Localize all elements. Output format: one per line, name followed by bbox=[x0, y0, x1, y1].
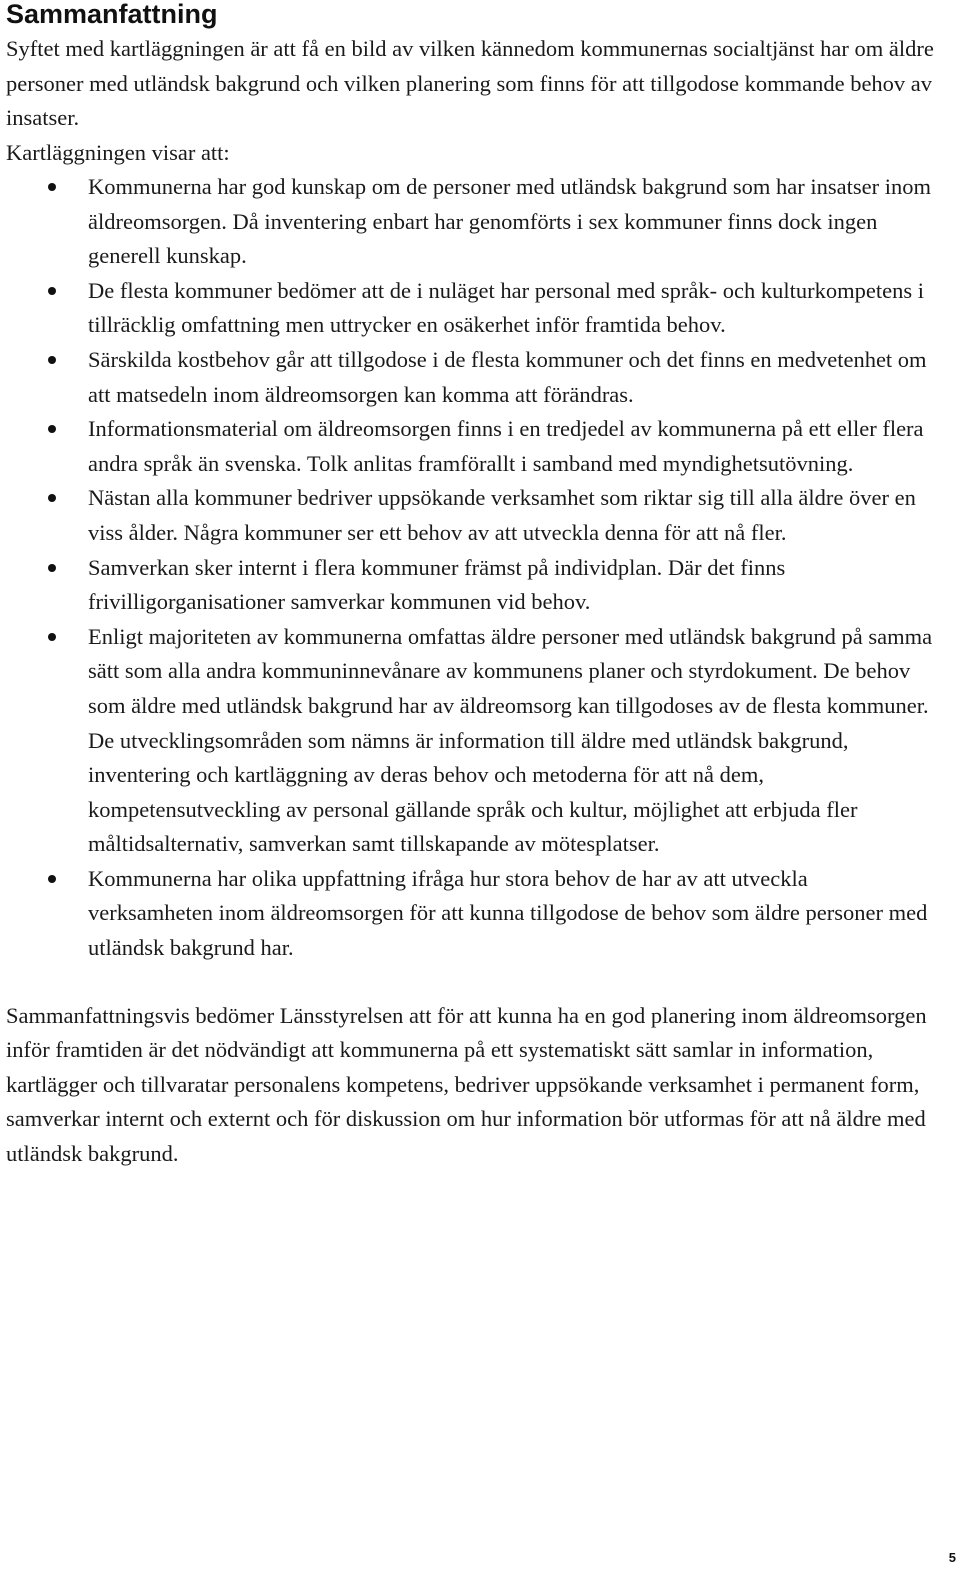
findings-list bbox=[6, 170, 936, 966]
list-item bbox=[6, 481, 936, 550]
list-item bbox=[6, 620, 936, 862]
list-item-text: Nästan alla kommuner bedriver uppsökande verksamhet som riktar sig till alla äldre över en viss ålder. Några kommuner ser ett behov av att utveckla denna för att nå fler. bbox=[88, 485, 916, 545]
bullet-icon bbox=[48, 494, 56, 502]
bullet-icon bbox=[48, 356, 56, 364]
list-item-text: Särskilda kostbehov går att tillgodose i de flesta kommuner och det finns en medvetenhet om att matsedeln inom äldreomsorgen kan komma att förändras. bbox=[88, 346, 927, 407]
intro-paragraph: Syftet med kartläggningen är att få en bild av vilken kännedom kommunernas socialtjänst har om äldre personer med utländsk bakgrund och vilken planering som finns för att tillgodose kommande behov av insatser. bbox=[6, 36, 934, 130]
list-item-text: Kommunerna har olika uppfattning ifråga hur stora behov de har av att utveckla verksamheten inom äldreomsorgen för att kunna tillgodose de behov som äldre personer med utländsk bakgrund har. bbox=[88, 865, 928, 961]
list-item bbox=[6, 274, 936, 343]
list-item-text: Informationsmaterial om äldreomsorgen finns i en tredjedel av kommunerna på ett eller flera andra språk än svenska. Tolk anlitas framförallt i samband med myndighetsutövning. bbox=[88, 416, 924, 476]
bullet-icon bbox=[48, 425, 56, 433]
bullet-icon bbox=[48, 875, 56, 883]
bullet-icon bbox=[48, 564, 56, 572]
bullet-icon bbox=[48, 183, 56, 191]
document-page bbox=[6, 0, 936, 1172]
intro-section bbox=[6, 32, 936, 170]
list-item-text: Enligt majoriteten av kommunerna omfattas äldre personer med utländsk bakgrund på samma sätt som alla andra kommuninnevånare av kommunens planer och styrdokument. De behov som äldre med utländsk bakgrund har av äldreomsorg kan tillgodoses av de flesta kommuner. De utvecklingsområden som nämns är information till äldre med utländsk bakgrund, inventering och kartläggning av deras behov och metoderna för att nå dem, kompetensutveckling av personal gällande språk och kultur, möjlighet att erbjuda fler måltidsalternativ, samverkan samt tillskapande av mötesplatser. bbox=[88, 623, 933, 857]
conclusion-paragraph: Sammanfattningsvis bedömer Länsstyrelsen att för att kunna ha en god planering inom äldreomsorgen inför framtiden är det nödvändigt att kommunerna på ett systematiskt sätt samlar in information, kartlägger och tillvaratar personalens kompetens, bedriver uppsökande verksamhet i permanent form, samverkar internt och externt och för diskussion om hur information bör utformas för att nå äldre med utländsk bakgrund. bbox=[6, 1002, 927, 1167]
list-item-text: Kommunerna har god kunskap om de personer med utländsk bakgrund som har insatser inom äldreomsorgen. Då inventering enbart har genomförts i sex kommuner finns dock ingen generell kunskap. bbox=[88, 174, 931, 269]
bullet-icon bbox=[48, 633, 56, 641]
page-number: 5 bbox=[948, 1550, 956, 1565]
section-title: Sammanfattning bbox=[6, 0, 218, 29]
list-item-text: Samverkan sker internt i flera kommuner främst på individplan. Där det finns frivilligorganisationer samverkar kommunen vid behov. bbox=[88, 554, 786, 615]
list-item bbox=[6, 862, 936, 966]
list-item bbox=[6, 343, 936, 412]
findings-lead: Kartläggningen visar att: bbox=[6, 139, 230, 165]
list-item-text: De flesta kommuner bedömer att de i nuläget har personal med språk- och kulturkompetens i tillräcklig omfattning men uttrycker en osäkerhet inför framtida behov. bbox=[88, 277, 924, 338]
bullet-icon bbox=[48, 287, 56, 295]
list-item bbox=[6, 170, 936, 274]
list-item bbox=[6, 412, 936, 481]
list-item bbox=[6, 551, 936, 620]
